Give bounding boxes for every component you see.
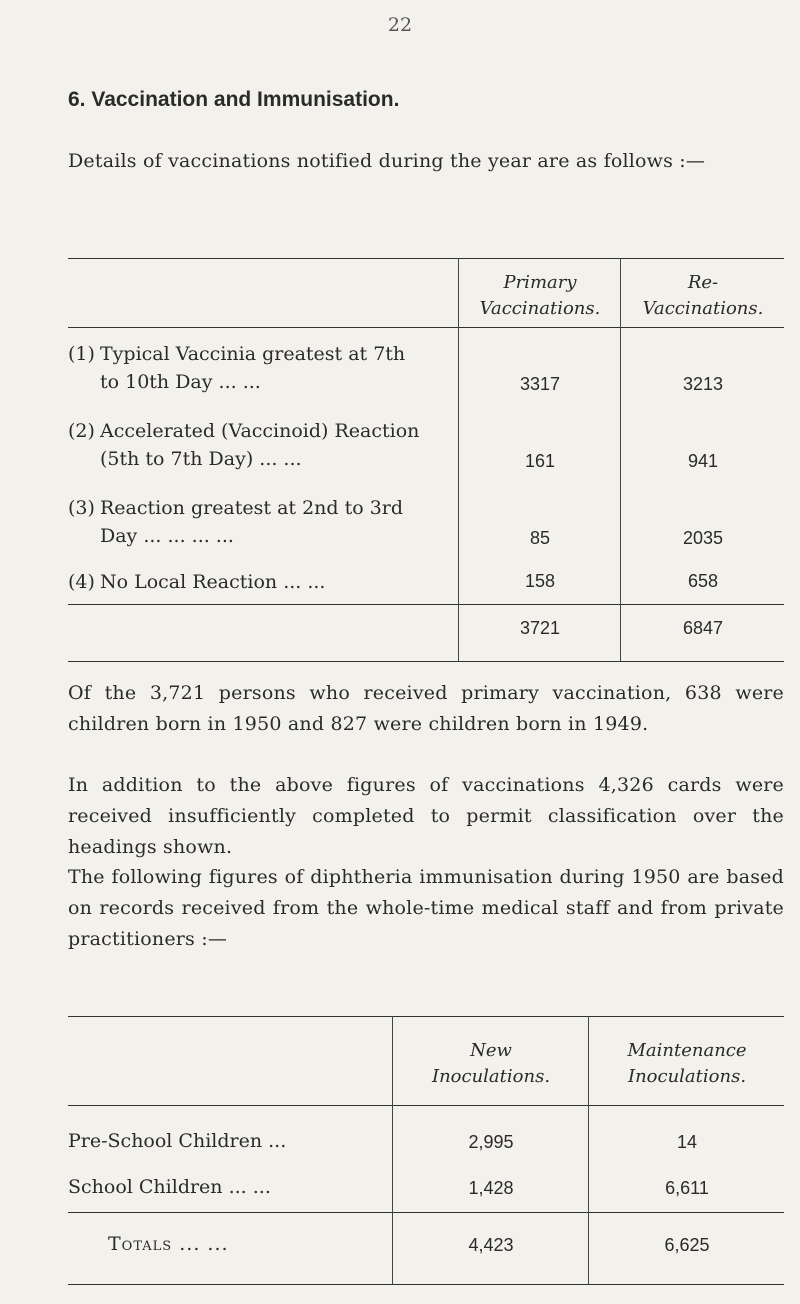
column-divider	[620, 258, 621, 661]
intro-paragraph: Details of vaccinations notified during the year are as follows :—	[68, 150, 706, 172]
paragraph-diphtheria-intro: The following figures of diphtheria immunisation during 1950 are based on records received from the whole-time medical staff and from private practitioners :—	[68, 866, 784, 950]
row-label-typical-vaccinia: (1) Typical Vaccinia greatest at 7th to 10th Day ... ...	[68, 343, 406, 393]
cell-maintenance-pre-school: 14	[676, 1132, 698, 1152]
cell-maintenance-school: 6,611	[665, 1178, 709, 1198]
header-maintenance-inoculations: Maintenance Inoculations.	[627, 1040, 747, 1087]
header-primary-vaccinations: Primary Vaccinations.	[479, 272, 601, 319]
paragraph-unclassified-cards: In addition to the above figures of vaccinations 4,326 cards were received insufficiently completed to permit classification over the headings shown.	[68, 774, 784, 858]
section-title: 6. Vaccination and Immunisation.	[68, 88, 400, 111]
table-rule	[68, 1284, 784, 1285]
total-maintenance: 6,625	[664, 1235, 710, 1255]
total-new: 4,423	[468, 1235, 514, 1255]
cell-re-no-local: 658	[687, 571, 719, 591]
column-divider	[458, 258, 459, 661]
row-label-reaction-2nd-3rd: (3) Reaction greatest at 2nd to 3rd Day ... ... ... ...	[68, 497, 404, 547]
cell-re-reaction-2nd-3rd: 2035	[682, 528, 724, 548]
table-rule	[68, 661, 784, 662]
immunisation-table	[68, 1016, 784, 1286]
total-primary: 3721	[519, 618, 561, 638]
table-rule	[68, 1016, 784, 1017]
row-label-accelerated-reaction: (2) Accelerated (Vaccinoid) Reaction (5th to 7th Day) ... ...	[68, 420, 420, 470]
row-label-pre-school: Pre-School Children ...	[68, 1130, 287, 1152]
table-rule	[68, 1212, 784, 1213]
table-rule	[68, 1105, 784, 1106]
paragraph-primary-summary: Of the 3,721 persons who received primary vaccination, 638 were children born in 1950 and 827 were children born in 1949.	[68, 682, 784, 735]
header-re-vaccinations: Re- Vaccinations.	[642, 272, 764, 319]
row-label-school: School Children ... ...	[68, 1176, 271, 1198]
table-rule	[68, 258, 784, 259]
header-new-inoculations: New Inoculations.	[431, 1040, 551, 1087]
cell-primary-typical: 3317	[519, 374, 561, 394]
cell-primary-no-local: 158	[524, 571, 556, 591]
row-label-totals: Totals ... ...	[108, 1233, 229, 1255]
cell-primary-reaction-2nd-3rd: 85	[529, 528, 551, 548]
table-rule	[68, 327, 784, 328]
cell-primary-accelerated: 161	[524, 451, 556, 471]
page-number: 22	[387, 14, 413, 36]
cell-new-pre-school: 2,995	[468, 1132, 514, 1152]
cell-re-typical: 3213	[682, 374, 724, 394]
column-divider	[588, 1016, 589, 1284]
column-divider	[392, 1016, 393, 1284]
total-re: 6847	[682, 618, 724, 638]
cell-new-school: 1,428	[468, 1178, 514, 1198]
vaccination-table	[68, 258, 784, 662]
row-label-no-local-reaction: (4) No Local Reaction ... ...	[68, 571, 326, 593]
table-rule	[68, 604, 784, 605]
cell-re-accelerated: 941	[687, 451, 719, 471]
